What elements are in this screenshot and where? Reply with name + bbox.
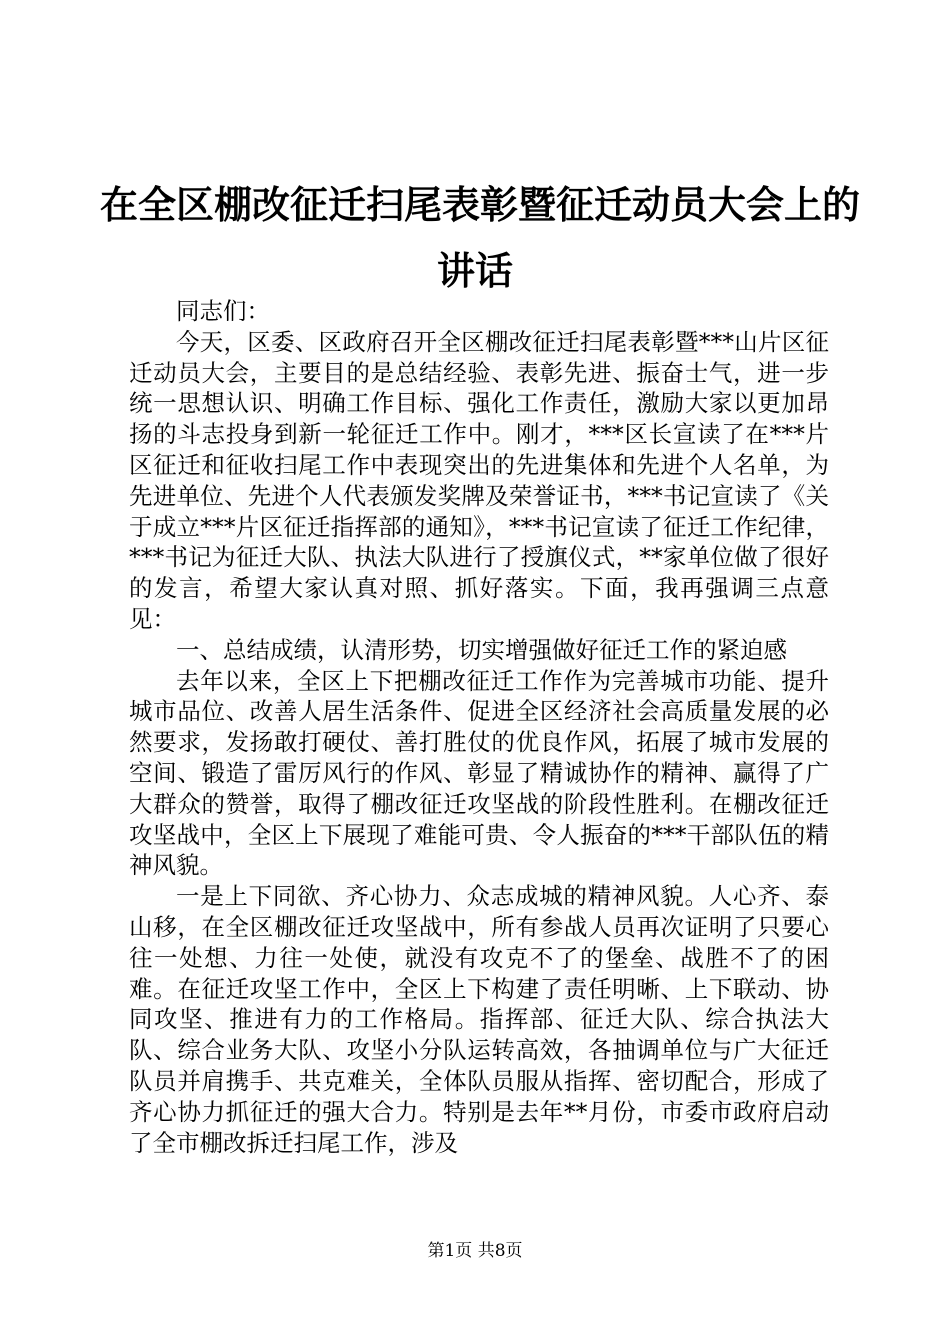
section-heading-1: 一、总结成绩，认清形势，切实增强做好征迁工作的紧迫感	[176, 635, 787, 664]
document-body	[129, 296, 829, 1158]
body-paragraph: 一是上下同欲、齐心协力、众志成城的精神风貌。人心齐、泰山移，在全区棚改征迁攻坚战中，所有参战人员再次证明了只要心往一处想、力往一处使，就没有攻克不了的堡垒、战胜不了的困难。在征迁攻坚工作中，全区上下构建了责任明晰、上下联动、协同攻坚、推进有力的工作格局。指挥部、征迁大队、综合执法大队、综合业务大队、攻坚小分队运转高效，各抽调单位与广大征迁队员并肩携手、共克难关，全体队员服从指挥、密切配合，形成了齐心协力抓征迁的强大合力。特别是去年**月份，市委市政府启动了全市棚改拆迁扫尾工作，涉及	[129, 882, 829, 1157]
intro-paragraph: 今天，区委、区政府召开全区棚改征迁扫尾表彰暨***山片区征迁动员大会，主要目的是总结经验、表彰先进、振奋士气，进一步统一思想认识、明确工作目标、强化工作责任，激励大家以更加昂扬的斗志投身到新一轮征迁工作中。刚才，***区长宣读了在***片区征迁和征收扫尾工作中表现突出的先进集体和先进个人名单，为先进单位、先进个人代表颁发奖牌及荣誉证书，***书记宣读了《关于成立***片区征迁指挥部的通知》，***书记宣读了征迁工作纪律，***书记为征迁大队、执法大队进行了授旗仪式，**家单位做了很好的发言，希望大家认真对照、抓好落实。下面，我再强调三点意见：	[129, 327, 829, 633]
document-title-line-2: 讲话	[436, 248, 513, 293]
body-paragraph: 去年以来，全区上下把棚改征迁工作作为完善城市功能、提升城市品位、改善人居生活条件、促进全区经济社会高质量发展的必然要求，发扬敢打硬仗、善打胜仗的优良作风，拓展了城市发展的空间、锻造了雷厉风行的作风、彰显了精诚协作的精神、赢得了广大群众的赞誉，取得了棚改征迁攻坚战的阶段性胜利。在棚改征迁攻坚战中，全区上下展现了难能可贵、令人振奋的***干部队伍的精神风貌。	[129, 666, 829, 880]
page-number-footer: 第1页 共8页	[427, 1241, 523, 1261]
salutation-paragraph: 同志们：	[176, 297, 270, 325]
document-title-line-1: 在全区棚改征迁扫尾表彰暨征迁动员大会上的	[100, 182, 861, 227]
